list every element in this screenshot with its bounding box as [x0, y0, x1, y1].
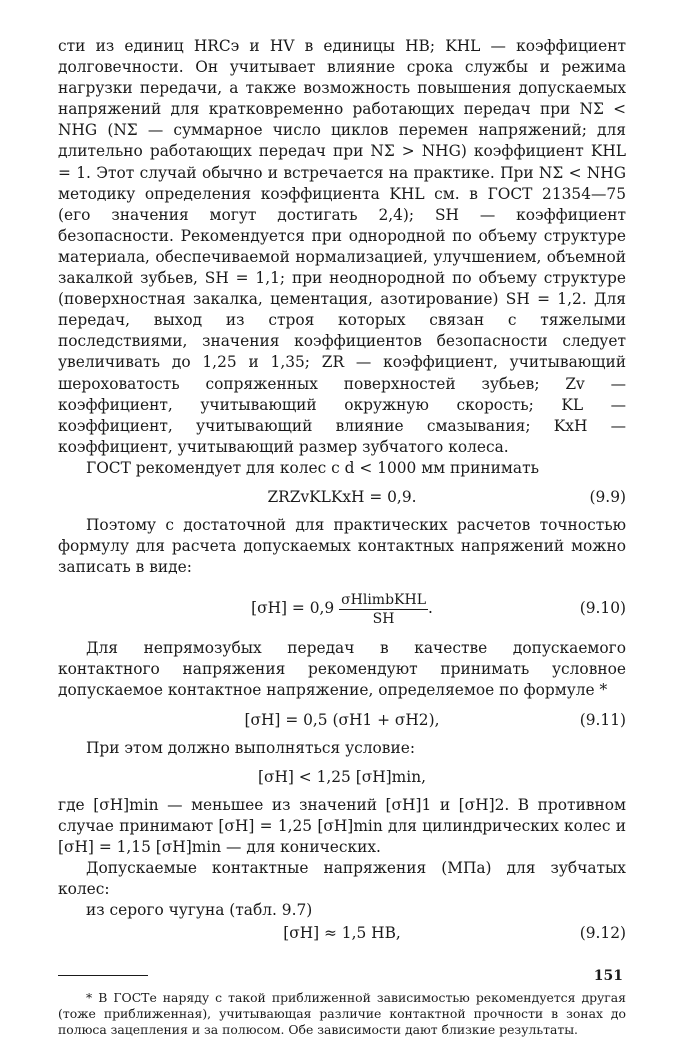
paragraph-3: Поэтому с достаточной для практических расчетов точностью формулу для расчета допускаемых контактных напряжений можно записать в виде: — [58, 515, 626, 577]
paragraph-2: ГОСТ рекомендует для колес с d < 1000 мм принимать — [86, 458, 539, 477]
paragraph-6: где [σH]min — меньшее из значений [σH]1 и [σH]2. В противном случае принимают [σH] = 1,25 [σH]min для цилиндрических колес и [σH] = 1,15 [σH]min — для конических. — [58, 795, 626, 856]
equation-9-11 — [58, 708, 626, 732]
condition-formula: [σH] < 1,25 [σH]min, — [257, 767, 427, 786]
equation-9-11-number: (9.11) — [579, 710, 626, 729]
equation-9-11-formula: [σH] = 0,5 (σH1 + σH2), — [244, 710, 440, 729]
paragraph-4: Для непрямозубых передач в качестве допускаемого контактного напряжения рекомендуют принимать условное допускаемое контактное напряжение, определяемое по формуле * — [58, 639, 626, 700]
equation-9-9 — [58, 485, 626, 509]
equation-9-9-number: (9.9) — [589, 487, 626, 506]
paragraph-7: Допускаемые контактные напряжения (МПа) для зубчатых колес: — [58, 858, 626, 898]
footnote: * В ГОСТе наряду с такой приближенной зависимостью рекомендуется другая (тоже приближенная), учитывающая различие контактной прочности в зонах до полюса зацепления и за полюсом. Обе зависимости дают близкие результаты. — [58, 990, 626, 1038]
paragraph-8: из серого чугуна (табл. 9.7) — [86, 901, 313, 920]
equation-9-10: [σH] = 0,9 $\frac{\text{σHlimbKHL}}{SH}$ . (9.10) — [251, 591, 626, 627]
paragraph-5: При этом должно выполняться условие: — [86, 738, 416, 757]
condition-equation — [58, 765, 626, 789]
equation-9-12-formula: [σH] ≈ 1,5 HB, — [283, 924, 401, 943]
equation-9-12 — [58, 921, 626, 945]
equation-9-10-number: (9.10) — [579, 599, 626, 618]
equation-9-12-number: (9.12) — [579, 924, 626, 943]
equation-9-10-fraction — [339, 591, 428, 628]
equation-9-10-denominator: SH — [372, 610, 395, 627]
page-number: 151 — [593, 968, 623, 984]
equation-9-10-numerator: σHlimbKHL — [341, 591, 427, 608]
footnote-divider — [58, 975, 148, 976]
equation-9-10-lhs: [σH] = 0,9 — [251, 599, 335, 618]
paragraph-1: сти из единиц HRCэ и HV в единицы HB; KHL — коэффициент долговечности. Он учитывает влияние срока службы и режима нагрузки передачи, а также возможность повышения допускаемых напряжений для кратковременно работающих передач при NΣ < NHG (NΣ — суммарное число циклов перемен напряжений; для длительно работающих передач при NΣ > NHG) коэффициент KHL = 1. Этот случай обычно и встречается на практике. При NΣ < NHG методику определения коэффициента KHL см. в ГОСТ 21354—75 (его значения могут достигать 2,4); SH — коэффициент безопасности. Рекомендуется при однородной по объему структуре материала, обеспечиваемой нормализацией, улучшением, объемной закалкой зубьев, SH = 1,1; при неоднородной по объему структуре (поверхностная закалка, цементация, азотирование) SH = 1,2. Для передач, выход из строя которых связан с тяжелыми последствиями, значения коэффициентов безопасности следует увеличивать до 1,25 и 1,35; ZR — коэффициент, учитывающий шероховатость сопряженных поверхностей зубьев; Zv — коэффициент, учитывающий окружную скорость; KL — коэффициент, учитывающий влияние смазывания; KxH — коэффициент, учитывающий размер зубчатого колеса. — [58, 37, 626, 456]
page-body — [58, 36, 626, 1038]
equation-9-9-formula: ZRZvKLKxH = 0,9. — [267, 487, 417, 506]
